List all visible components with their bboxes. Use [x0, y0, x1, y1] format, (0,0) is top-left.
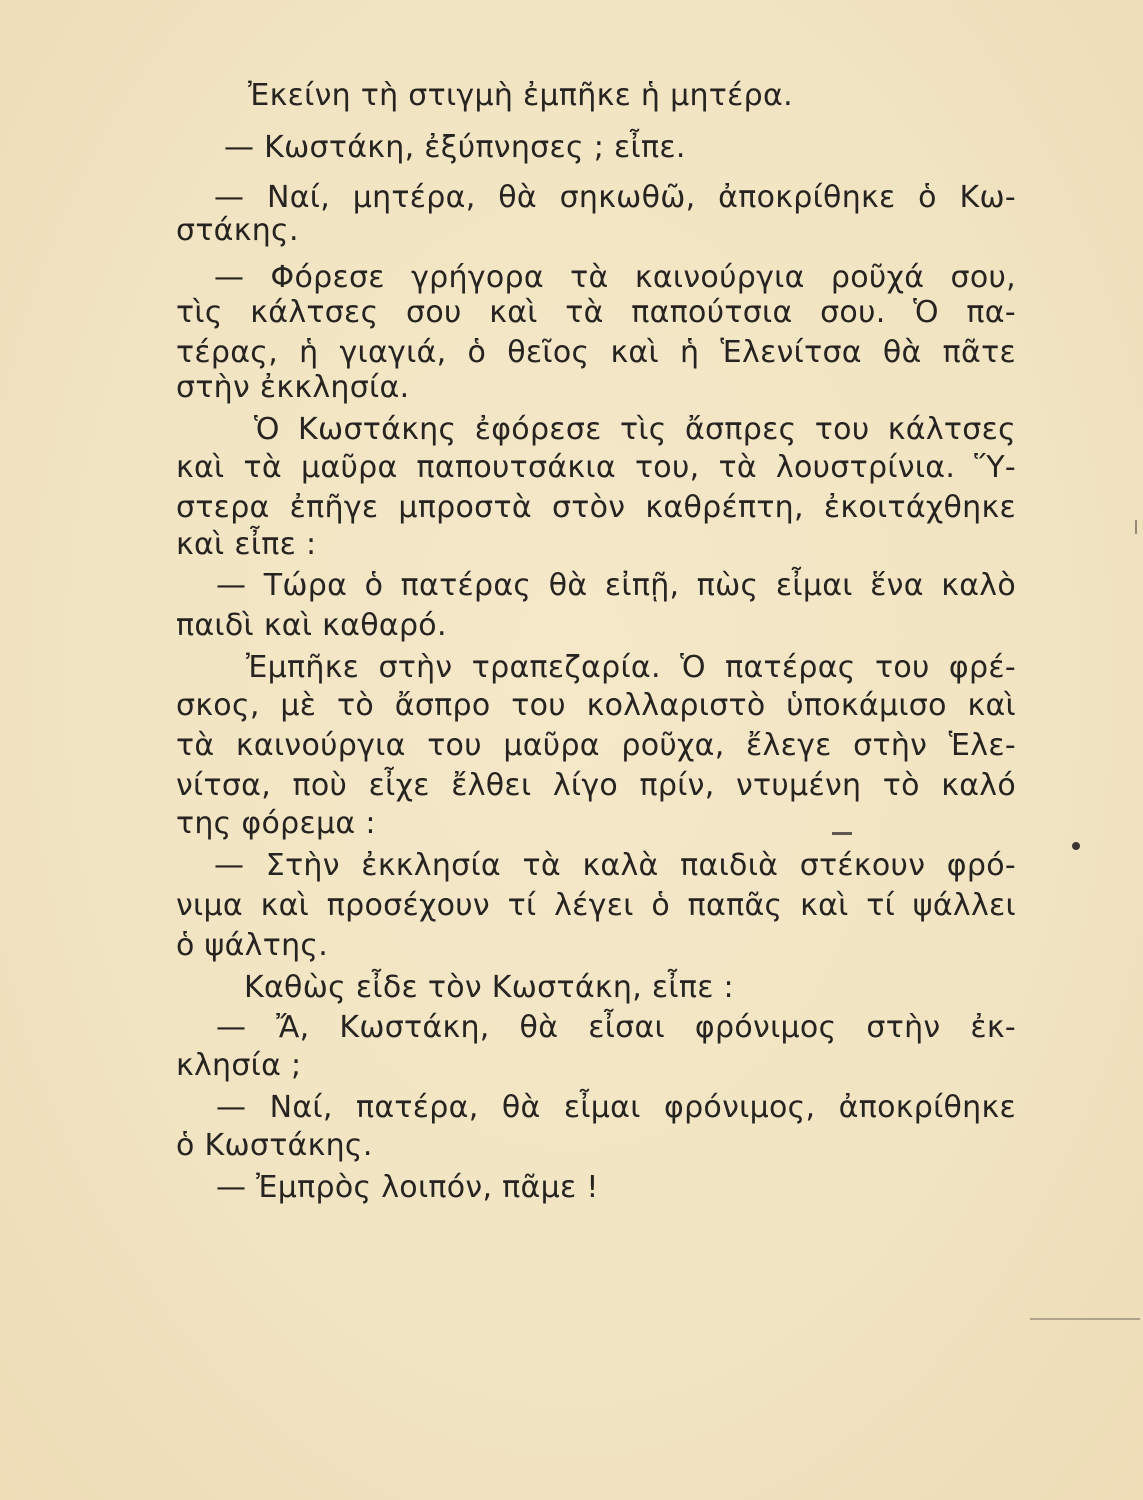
text-line-20: — Στὴν ἐκκλησία τὰ καλὰ παιδιὰ στέκουν φρό-: [214, 848, 1016, 883]
text-line-25: κλησία ;: [176, 1048, 302, 1083]
ink-speck: [1072, 842, 1080, 850]
text-line-21: νιμα καὶ προσέχουν τί λέγει ὁ παπᾶς καὶ τί ψάλλει: [176, 888, 1016, 923]
text-line-7: τέρας, ἡ γιαγιά, ὁ θεῖος καὶ ἡ Ἑλενίτσα θὰ πᾶτε: [176, 335, 1016, 370]
text-line-9: Ὁ Κωστάκης ἐφόρεσε τὶς ἄσπρες του κάλτσες: [254, 412, 1016, 447]
text-line-2: — Κωστάκη, ἐξύπνησες ; εἶπε.: [224, 130, 686, 165]
margin-rule: [1030, 1318, 1140, 1320]
text-line-28: — Ἐμπρὸς λοιπόν, πᾶμε !: [216, 1170, 599, 1205]
text-line-18: νίτσα, ποὺ εἶχε ἔλθει λίγο πρίν, ντυμένη τὸ καλό: [176, 768, 1016, 803]
text-line-23: Καθὼς εἶδε τὸν Κωστάκη, εἶπε :: [244, 970, 734, 1005]
text-line-4: στάκης.: [176, 213, 299, 248]
text-line-5: — Φόρεσε γρήγορα τὰ καινούργια ροῦχά σου,: [214, 260, 1016, 295]
text-line-16: σκος, μὲ τὸ ἄσπρο του κολλαριστὸ ὑποκάμισο καὶ: [176, 688, 1016, 723]
text-line-27: ὁ Κωστάκης.: [176, 1128, 373, 1163]
text-line-8: στὴν ἐκκλησία.: [176, 370, 410, 405]
text-line-13: — Τώρα ὁ πατέρας θὰ εἰπῇ, πὼς εἶμαι ἕνα καλὸ: [216, 568, 1016, 603]
text-line-1: Ἐκείνη τὴ στιγμὴ ἐμπῆκε ἡ μητέρα.: [248, 78, 793, 113]
text-line-14: παιδὶ καὶ καθαρό.: [176, 608, 447, 643]
text-line-19: της φόρεμα :: [176, 806, 376, 841]
text-line-10: καὶ τὰ μαῦρα παπουτσάκια του, τὰ λουστρίνια. Ὕ-: [176, 450, 1016, 485]
margin-tick: [1135, 520, 1137, 534]
text-line-26: — Ναί, πατέρα, θὰ εἶμαι φρόνιμος, ἀποκρίθηκε: [216, 1090, 1016, 1125]
text-line-22: ὁ ψάλτης.: [176, 928, 329, 963]
text-line-12: καὶ εἶπε :: [176, 527, 317, 562]
text-line-17: τὰ καινούργια του μαῦρα ροῦχα, ἔλεγε στὴν Ἑλε-: [176, 728, 1016, 763]
ink-dash: [832, 832, 852, 835]
text-line-15: Ἐμπῆκε στὴν τραπεζαρία. Ὁ πατέρας του φρέ-: [246, 650, 1016, 685]
text-line-24: — Ἄ, Κωστάκη, θὰ εἶσαι φρόνιμος στὴν ἐκ-: [216, 1010, 1016, 1045]
text-line-6: τὶς κάλτσες σου καὶ τὰ παπούτσια σου. Ὁ πα-: [176, 295, 1016, 330]
text-line-3: — Ναί, μητέρα, θὰ σηκωθῶ, ἀποκρίθηκε ὁ Κω-: [214, 180, 1016, 215]
text-line-11: στερα ἐπῆγε μπροστὰ στὸν καθρέπτη, ἐκοιτάχθηκε: [176, 490, 1016, 525]
